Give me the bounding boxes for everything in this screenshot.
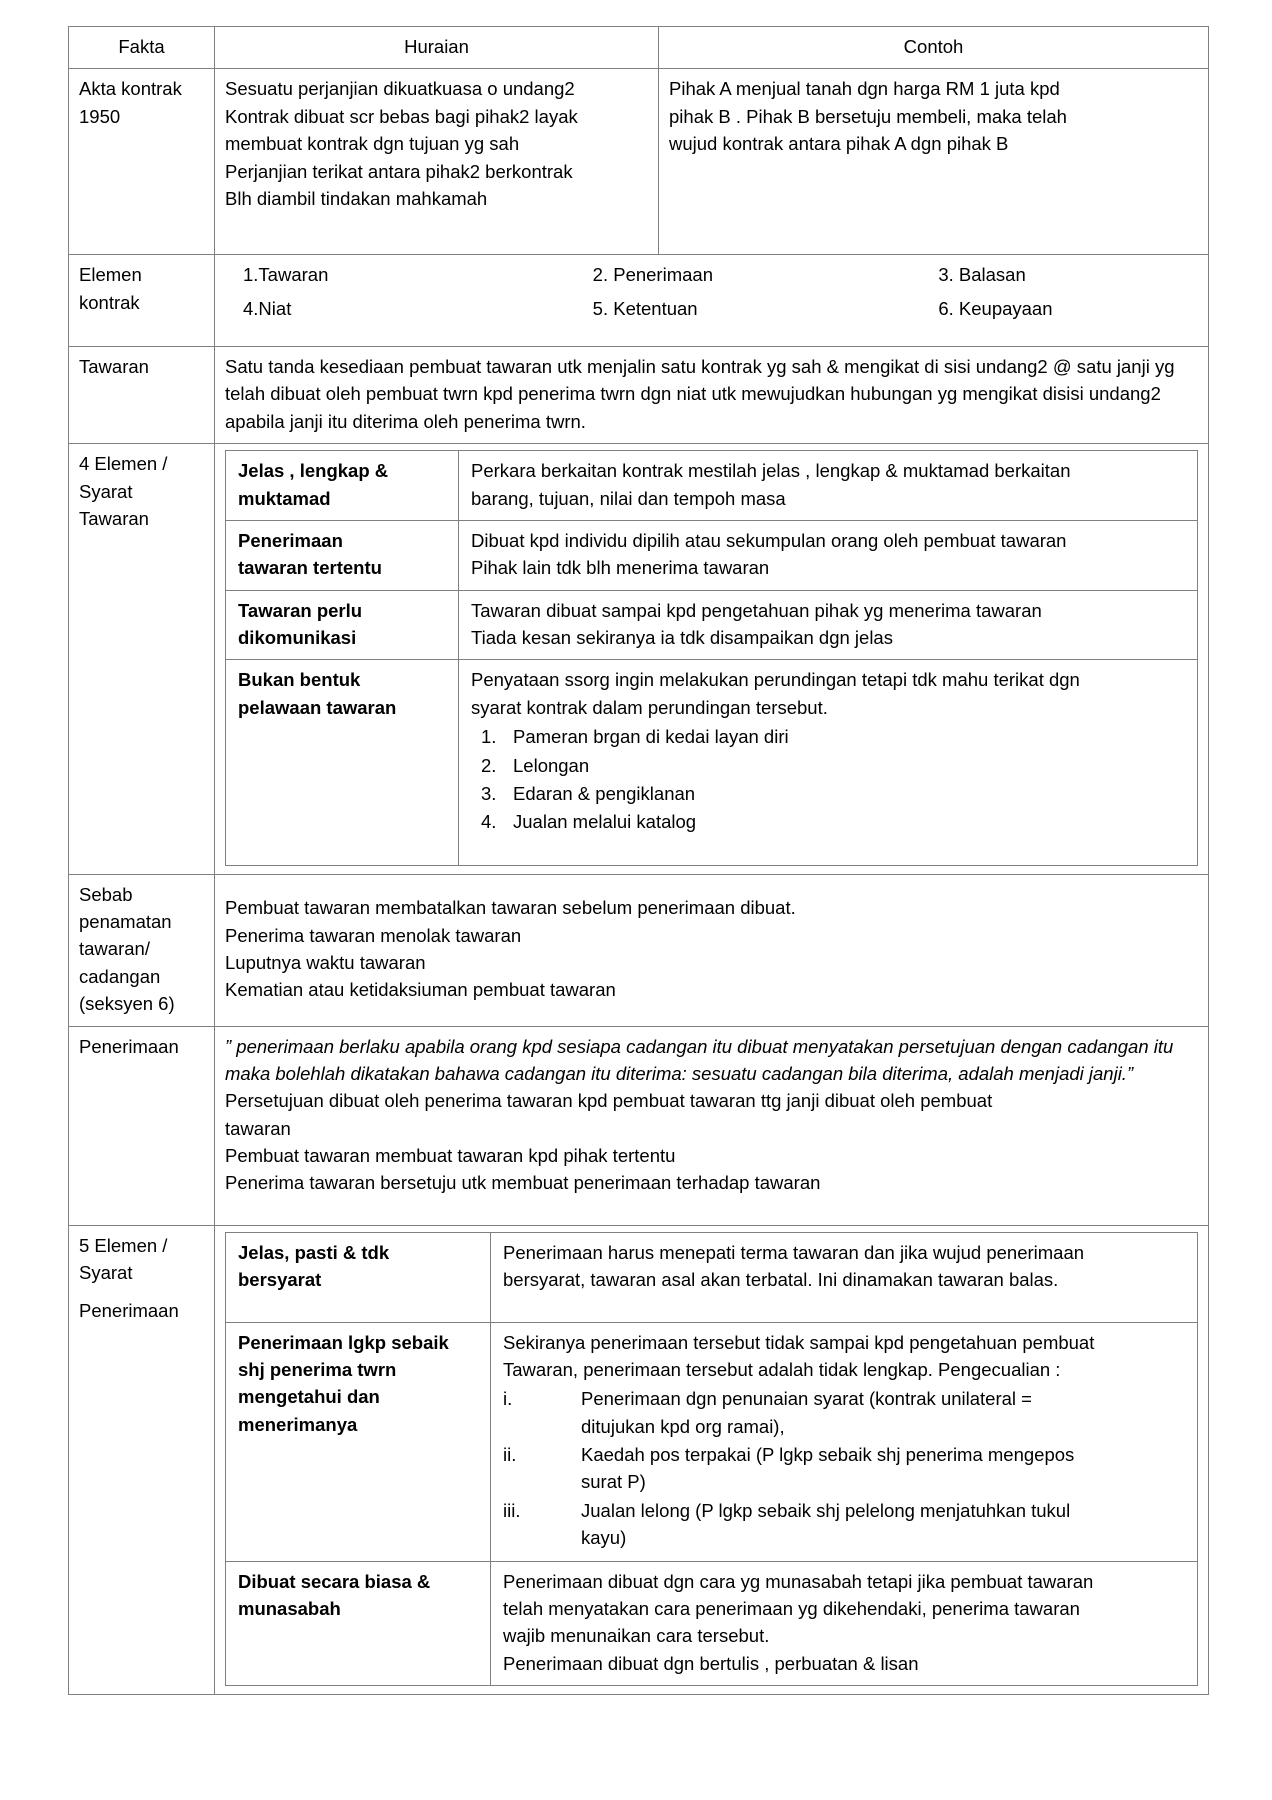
subdesc-line: Sekiranya penerimaan tersebut tidak sampai kpd pengetahuan pembuat: [503, 1331, 1095, 1353]
subdesc-penerimaan-lgkp: [491, 1322, 1198, 1561]
list-item: [471, 752, 1187, 779]
akta-huraian-spacer: [225, 212, 648, 246]
subkey-line1: Penerimaan: [238, 529, 343, 551]
subdesc-line: Penerimaan harus menepati terma tawaran dan jika wujud penerimaan: [503, 1241, 1085, 1263]
jelas-pasti-spacer: [503, 1294, 1187, 1314]
subkey-line1: Dibuat secara biasa &: [238, 1570, 431, 1592]
list-text-line: ditujukan kpd org ramai),: [581, 1415, 785, 1437]
sebab-label-line: (seksyen 6): [79, 993, 175, 1015]
subdesc-line: Perkara berkaitan kontrak mestilah jelas , lengkap & muktamad berkaitan: [471, 460, 1071, 482]
lima-label-gap: [79, 1287, 204, 1297]
subdesc-tawaran-dikomunikasi: [459, 590, 1198, 660]
penerimaan-line: Pembuat tawaran membuat tawaran kpd pihak tertentu: [225, 1145, 676, 1166]
elemen-item: 6. Keupayaan: [938, 297, 1053, 319]
header-contoh: Contoh: [659, 27, 1209, 69]
akta-label-line2: 1950: [79, 105, 121, 127]
sebab-label-line: Sebab: [79, 883, 133, 905]
akta-contoh-line: wujud kontrak antara pihak A dgn pihak B: [669, 133, 1009, 155]
row-penerimaan: [69, 1026, 1209, 1225]
subkey-line1: Jelas , lengkap &: [238, 460, 389, 482]
list-marker: i.: [503, 1388, 513, 1410]
subkey-bukan-pelawaan: [226, 660, 459, 865]
penerimaan-line: tawaran: [225, 1117, 291, 1139]
subdesc-line: Penerimaan dibuat dgn cara yg munasabah tetapi jika pembuat tawaran: [503, 1570, 1094, 1592]
lima-label-line1: 5 Elemen /: [79, 1234, 168, 1256]
subdesc-line: barang, tujuan, nilai dan tempoh masa: [471, 487, 786, 509]
row-elemen-kontrak: [69, 255, 1209, 347]
elemen-kontrak-items: [215, 255, 1209, 347]
list-item: [471, 723, 1187, 750]
subdesc-jelas-pasti: [491, 1232, 1198, 1322]
subrow-jelas-lengkap: [226, 451, 1198, 521]
subkey-line1: Bukan bentuk: [238, 669, 361, 691]
subdesc-line: Tiada kesan sekiranya ia tdk disampaikan dgn jelas: [471, 627, 893, 648]
subdesc-line: Tawaran dibuat sampai kpd pengetahuan pihak yg menerima tawaran: [471, 599, 1042, 621]
elemen-label-line2: kontrak: [79, 291, 140, 313]
elemen-spacer: [215, 326, 1208, 346]
subdesc-line: Penyataan ssorg ingin melakukan perundingan tetapi tdk mahu terikat dgn: [471, 669, 1080, 691]
list-marker: 3.: [481, 782, 497, 804]
list-text: [581, 1497, 1187, 1552]
header-fakta: Fakta: [69, 27, 215, 69]
subkey-line2: pelawaan tawaran: [238, 696, 397, 718]
lima-label-line2: Syarat: [79, 1262, 133, 1284]
table-header-row: [69, 27, 1209, 69]
akta-huraian-line: Blh diambil tindakan mahkamah: [225, 187, 488, 209]
label-akta-kontrak: [69, 69, 215, 255]
list-marker: 2.: [481, 754, 497, 776]
list-item: [503, 1441, 1187, 1496]
list-text: Lelongan: [513, 754, 590, 776]
bukan-pelawaan-list: [471, 723, 1187, 836]
bukan-pelawaan-spacer: [471, 837, 1187, 857]
4-elemen-subtable: [225, 450, 1198, 866]
subkey-line2: tawaran tertentu: [238, 557, 382, 579]
list-marker: 1.: [481, 726, 497, 748]
subkey-penerimaan-tertentu: [226, 520, 459, 590]
elemen-item: 1.Tawaran: [243, 264, 329, 286]
elemen-item: 4.Niat: [243, 297, 292, 319]
subdesc-line: Pihak lain tdk blh menerima tawaran: [471, 557, 770, 579]
list-item: [471, 780, 1187, 807]
elemen-grid: [215, 255, 1208, 326]
list-text: Edaran & pengiklanan: [513, 782, 696, 804]
label-tawaran: Tawaran: [69, 347, 215, 444]
subkey-jelas-lengkap: [226, 451, 459, 521]
penerimaan-quote: ” penerimaan berlaku apabila orang kpd sesiapa cadangan itu dibuat menyatakan persetujuan dengan cadangan itu maka bolehlah dikatakan bahawa cadangan itu diterima: sesuatu cadangan bila diterima, adalah menjadi janji.”: [225, 1035, 1174, 1084]
label-sebab-penamatan: [69, 874, 215, 1026]
subkey-jelas-pasti: [226, 1232, 491, 1322]
list-item: [471, 808, 1187, 835]
5-elemen-subtable: [225, 1232, 1198, 1686]
row-sebab-penamatan: [69, 874, 1209, 1026]
row-akta-kontrak: [69, 69, 1209, 255]
elemen-item: 3. Balasan: [938, 264, 1026, 286]
4-elemen-subtable-host: [215, 444, 1209, 875]
subkey-penerimaan-lgkp: [226, 1322, 491, 1561]
list-text: [581, 1385, 1187, 1440]
penerimaan-line: Penerima tawaran bersetuju utk membuat penerimaan terhadap tawaran: [225, 1172, 821, 1194]
subrow-penerimaan-tertentu: [226, 520, 1198, 590]
subdesc-line: Dibuat kpd individu dipilih atau sekumpulan orang oleh pembuat tawaran: [471, 529, 1067, 551]
subkey-line1: Jelas, pasti & tdk: [238, 1241, 390, 1263]
subdesc-line: Tawaran, penerimaan tersebut adalah tidak lengkap. Pengecualian :: [503, 1358, 1061, 1380]
label-5-elemen-penerimaan: [69, 1225, 215, 1694]
list-text: Pameran brgan di kedai layan diri: [513, 726, 789, 748]
empat-label-line1: 4 Elemen /: [79, 453, 168, 475]
akta-huraian-line: Kontrak dibuat scr bebas bagi pihak2 layak: [225, 105, 578, 127]
penerimaan-line: Persetujuan dibuat oleh penerima tawaran kpd pembuat tawaran ttg janji dibuat oleh pembuat: [225, 1090, 993, 1112]
subkey-line2: bersyarat: [238, 1269, 322, 1291]
subdesc-line: syarat kontrak dalam perundingan tersebut.: [471, 696, 828, 718]
penerimaan-body: [215, 1026, 1209, 1225]
sebab-line: Penerima tawaran menolak tawaran: [225, 924, 522, 946]
subdesc-dibuat-biasa: [491, 1561, 1198, 1686]
contract-law-table: [68, 26, 1209, 1695]
list-text-line: kayu): [581, 1527, 627, 1549]
akta-huraian-line: Perjanjian terikat antara pihak2 berkontrak: [225, 160, 573, 182]
subdesc-line: wajib menunaikan cara tersebut.: [503, 1625, 770, 1647]
lima-label-line3: Penerimaan: [79, 1299, 179, 1321]
elemen-label-line1: Elemen: [79, 264, 142, 286]
subrow-bukan-pelawaan: [226, 660, 1198, 865]
akta-contoh: [659, 69, 1209, 255]
subkey-line2: munasabah: [238, 1597, 341, 1619]
akta-huraian: [215, 69, 659, 255]
label-penerimaan: Penerimaan: [69, 1026, 215, 1225]
list-text-line: surat P): [581, 1471, 646, 1493]
akta-contoh-line: Pihak A menjual tanah dgn harga RM 1 juta kpd: [669, 78, 1060, 100]
sebab-line: Luputnya waktu tawaran: [225, 952, 426, 974]
list-text: [581, 1441, 1187, 1496]
akta-label-line1: Akta kontrak: [79, 78, 182, 100]
subkey-line2: muktamad: [238, 487, 331, 509]
subdesc-bukan-pelawaan: [459, 660, 1198, 865]
label-elemen-kontrak: [69, 255, 215, 347]
tawaran-text: Satu tanda kesediaan pembuat tawaran utk menjalin satu kontrak yg sah & mengikat di sisi undang2 @ satu janji yg telah dibuat oleh pembuat twrn kpd penerima twrn dgn niat utk mewujudkan hubungan yg mengikat disisi undang2 apabila janji itu diterima oleh penerima twrn.: [215, 347, 1209, 444]
subrow-penerimaan-lgkp: [226, 1322, 1198, 1561]
subdesc-line: telah menyatakan cara penerimaan yg dikehendaki, penerima tawaran: [503, 1597, 1080, 1619]
row-5-elemen-penerimaan: [69, 1225, 1209, 1694]
empat-label-line2: Syarat: [79, 480, 133, 502]
list-item: [503, 1385, 1187, 1440]
sebab-penamatan-lines: [215, 874, 1209, 1026]
list-marker: iii.: [503, 1499, 521, 1521]
subkey-line1: Penerimaan lgkp sebaik: [238, 1331, 449, 1353]
row-tawaran: [69, 347, 1209, 444]
list-marker: ii.: [503, 1444, 517, 1465]
subdesc-jelas-lengkap: [459, 451, 1198, 521]
subrow-dibuat-biasa: [226, 1561, 1198, 1686]
list-text-line: Penerimaan dgn penunaian syarat (kontrak unilateral =: [581, 1388, 1032, 1410]
subkey-line2: dikomunikasi: [238, 627, 357, 648]
subrow-tawaran-dikomunikasi: [226, 590, 1198, 660]
subkey-line4: menerimanya: [238, 1413, 358, 1435]
sebab-line: Kematian atau ketidaksiuman pembuat tawaran: [225, 979, 616, 1001]
row-4-elemen-tawaran: [69, 444, 1209, 875]
list-marker: 4.: [481, 811, 497, 833]
penerimaan-spacer: [225, 1197, 1198, 1217]
list-text-line: Jualan lelong (P lgkp sebaik shj pelelong menjatuhkan tukul: [581, 1499, 1071, 1521]
elemen-item: 2. Penerimaan: [592, 264, 713, 286]
header-huraian: Huraian: [215, 27, 659, 69]
list-text: Jualan melalui katalog: [513, 811, 697, 833]
subdesc-penerimaan-tertentu: [459, 520, 1198, 590]
akta-huraian-line: membuat kontrak dgn tujuan yg sah: [225, 133, 520, 155]
subkey-dibuat-biasa: [226, 1561, 491, 1686]
sebab-label-line: penamatan: [79, 911, 172, 932]
subkey-tawaran-dikomunikasi: [226, 590, 459, 660]
akta-huraian-line: Sesuatu perjanjian dikuatkuasa o undang2: [225, 78, 575, 100]
akta-contoh-line: pihak B . Pihak B bersetuju membeli, maka telah: [669, 105, 1067, 127]
subkey-line3: mengetahui dan: [238, 1386, 380, 1408]
list-text-line: Kaedah pos terpakai (P lgkp sebaik shj penerima mengepos: [581, 1444, 1075, 1465]
5-elemen-subtable-host: [215, 1225, 1209, 1694]
sebab-label-line: cadangan: [79, 965, 161, 987]
subdesc-line: Penerimaan dibuat dgn bertulis , perbuatan & lisan: [503, 1652, 919, 1674]
subdesc-line: bersyarat, tawaran asal akan terbatal. Ini dinamakan tawaran balas.: [503, 1269, 1059, 1291]
label-4-elemen-tawaran: [69, 444, 215, 875]
elemen-item: 5. Ketentuan: [592, 297, 698, 319]
pengecualian-list: [503, 1385, 1187, 1551]
subkey-line1: Tawaran perlu: [238, 599, 363, 621]
list-item: [503, 1497, 1187, 1552]
subrow-jelas-pasti: [226, 1232, 1198, 1322]
sebab-line: Pembuat tawaran membatalkan tawaran sebelum penerimaan dibuat.: [225, 897, 796, 919]
subkey-line2: shj penerima twrn: [238, 1358, 397, 1380]
empat-label-line3: Tawaran: [79, 507, 149, 529]
sebab-label-line: tawaran/: [79, 938, 150, 960]
